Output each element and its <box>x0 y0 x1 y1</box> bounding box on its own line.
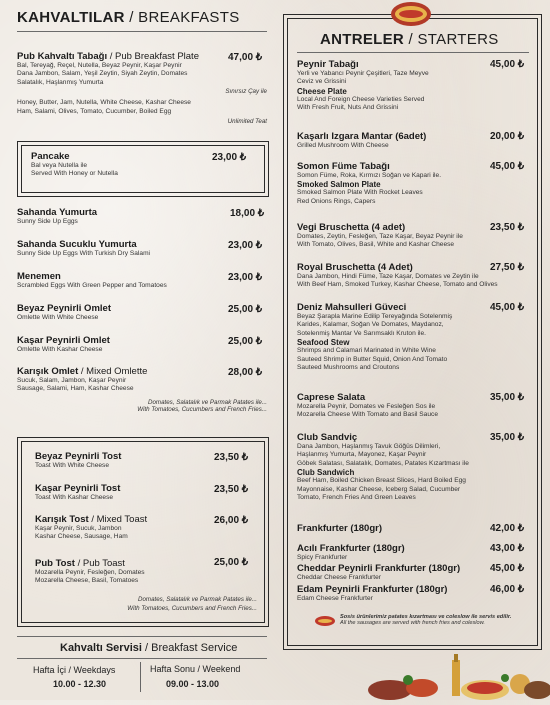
menu-item <box>17 335 110 354</box>
item-price: 47,00 ₺ <box>228 52 263 63</box>
item-price: 25,00 ₺ <box>228 336 263 347</box>
footnote-line: All the sausages are served with french fries and coleslow. <box>340 620 485 626</box>
service-title-en: / Breakfast Service <box>141 642 238 654</box>
item-desc-line: Beyaz Şarapla Marine Edilip Tereyağında Sotelenmiş <box>297 313 453 320</box>
heading-tr: KAHVALTILAR <box>17 9 125 26</box>
item-desc-line: Omlette With Kashar Cheese <box>17 346 103 353</box>
menu-item <box>297 392 438 420</box>
item-price: 45,00 ₺ <box>490 161 525 172</box>
item-price: 25,00 ₺ <box>214 557 249 568</box>
item-name: Karışık Tost / Mixed Toast <box>35 514 148 525</box>
item-name: Somon Füme Tabağı <box>297 161 390 172</box>
item-name: Club Sandviç <box>297 432 358 443</box>
menu-item <box>17 207 97 226</box>
menu-item <box>297 584 447 603</box>
item-subname: Club Sandwich <box>297 468 355 478</box>
item-desc-line: Somon Füme, Roka, Kırmızı Soğan ve Kapari ile. <box>297 172 442 179</box>
item-name: Frankfurter (180gr) <box>297 523 382 534</box>
menu-item <box>297 432 469 502</box>
item-desc-line: With Beef Ham, Smoked Turkey, Kashar Cheese, Tomato and Olives <box>297 281 498 289</box>
item-name: Beyaz Peynirli Tost <box>35 451 122 462</box>
sausage-icon <box>314 614 336 626</box>
item-price: 28,00 ₺ <box>228 367 263 378</box>
menu-item <box>17 239 150 258</box>
service-divider <box>140 662 141 692</box>
item-price: 45,00 ₺ <box>490 302 525 313</box>
menu-item <box>297 161 441 206</box>
item-desc-line: Local And Foreign Cheese Varieties Served <box>297 95 425 103</box>
item-desc-line: Served With Honey or Nutella <box>31 170 118 178</box>
starters-heading <box>320 31 499 48</box>
item-price: 23,00 ₺ <box>212 152 247 163</box>
item-name: Acılı Frankfurter (180gr) <box>297 543 405 554</box>
item-price: 20,00 ₺ <box>490 131 525 142</box>
item-name: Vegi Bruschetta (4 adet) <box>297 222 406 233</box>
item-desc-line: Sauteed Mushrooms and Croutons <box>297 364 400 372</box>
item-desc-line: Sauteed Shrimp in Butter Squid, Onion And Tomato <box>297 355 448 363</box>
item-desc-line: Beef Ham, Boiled Chicken Breast Slices, Hard Boiled Egg <box>297 477 466 485</box>
item-desc-line: Cheddar Cheese Frankfurter <box>297 574 381 581</box>
menu-item <box>297 262 498 290</box>
item-price: 18,00 ₺ <box>230 208 265 219</box>
item-desc-line: Toast With White Cheese <box>35 462 110 469</box>
item-desc-line: Honey, Butter, Jam, Nutella, White Cheese, Kashar Cheese <box>17 99 191 107</box>
weekday-time: 10.00 - 12.30 <box>53 679 107 689</box>
service-rule-top <box>17 636 267 637</box>
item-desc-line: Bal veya Nutella ile <box>31 162 88 169</box>
item-note: Unlimited Teat <box>227 118 267 126</box>
item-price: 23,00 ₺ <box>228 272 263 283</box>
item-desc-line: Sunny Side Up Eggs With Turkish Dry Salami <box>17 250 151 257</box>
item-desc-line: Bal, Tereyağ, Reçel, Nutella, Beyaz Peynir, Kaşar Peynir <box>17 62 182 69</box>
menu-item <box>297 523 382 534</box>
item-price: 35,00 ₺ <box>490 392 525 403</box>
menu-item <box>35 483 120 502</box>
food-decoration-icon <box>360 650 550 700</box>
item-desc-line: Ham, Salami, Olives, Tomato, Cucumber, Boiled Egg <box>17 107 172 115</box>
item-price: 23,50 ₺ <box>490 222 525 233</box>
item-price: 45,00 ₺ <box>490 563 525 574</box>
item-name: Sahanda Sucuklu Yumurta <box>17 239 137 250</box>
item-desc-line: Mozarella Peynir, Fesleğen, Domates <box>35 569 145 576</box>
item-desc-line: Haşlanmış Yumurta, Mayonez, Kaşar Peynir <box>297 451 427 459</box>
item-price: 35,00 ₺ <box>490 432 525 443</box>
item-name: Beyaz Peynirli Omlet <box>17 303 111 314</box>
menu-item <box>17 271 167 290</box>
item-desc-line: Sausage, Salami, Ham, Kashar Cheese <box>17 385 134 393</box>
item-subname: Smoked Salmon Plate <box>297 180 381 190</box>
item-name: Deniz Mahsulleri Güveci <box>297 302 407 313</box>
item-name: Caprese Salata <box>297 392 366 403</box>
item-price: 26,00 ₺ <box>214 515 249 526</box>
item-desc-line: With Tomato, Olives, Basil, White and Kashar Cheese <box>297 241 455 249</box>
item-desc-line: Mozarella Cheese With Tomato and Basil Sauce <box>297 411 438 419</box>
item-desc-line: Sotelenmiş Mantar Ve Sarımsaklı Kruton ile. <box>297 329 426 337</box>
menu-item <box>297 222 463 250</box>
item-subname: Seafood Stew <box>297 338 350 348</box>
item-name: Cheddar Peynirli Frankfurter (180gr) <box>297 563 461 574</box>
item-desc-line: Spicy Frankfurter <box>297 554 348 561</box>
item-desc-line: With Fresh Fruit, Nuts And Grissini <box>297 104 399 112</box>
item-price: 23,50 ₺ <box>214 452 249 463</box>
item-desc-line: Domates, Zeytin, Fesleğen, Taze Kaşar, Beyaz Peynir ile <box>297 233 463 240</box>
item-note: Domates, Salatalık ve Parmak Patates ile... <box>148 398 267 406</box>
menu-item <box>297 302 452 372</box>
item-name: Peynir Tabağı <box>297 59 359 70</box>
menu-item <box>35 451 121 470</box>
heading-sep: / <box>404 31 418 48</box>
item-desc-line: Sucuk, Salam, Jambon, Kaşar Peynir <box>17 377 127 384</box>
footnote-line: Sosis ürünlerimiz patates kızartması ve coleslow ile servis edilir. <box>340 614 512 620</box>
item-desc-line: Yerli ve Yabancı Peynir Çeşitleri, Taze Meyve <box>297 70 429 77</box>
item-desc-line: Sunny Side Up Eggs <box>17 218 78 225</box>
item-price: 46,00 ₺ <box>490 584 525 595</box>
item-note: Sınırsız Çay ile <box>225 88 267 96</box>
heading-rule <box>17 31 267 32</box>
menu-item <box>17 303 111 322</box>
menu-item <box>35 558 145 586</box>
item-name: Menemen <box>17 271 61 282</box>
item-desc-line: Scrambled Eggs With Green Pepper and Tomatoes <box>17 282 167 289</box>
item-price: 42,00 ₺ <box>490 523 525 534</box>
item-desc-line: Smoked Salmon Plate With Rocket Leaves <box>297 189 423 197</box>
item-name: Edam Peynirli Frankfurter (180gr) <box>297 584 448 595</box>
item-desc-line: Toast With Kashar Cheese <box>35 494 114 501</box>
heading-en: STARTERS <box>417 31 499 48</box>
item-name: Karışık Omlet / Mixed Omlette <box>17 366 148 377</box>
item-price: 23,00 ₺ <box>228 240 263 251</box>
item-desc-line: Mozarella Cheese, Basil, Tomatoes <box>35 577 139 585</box>
item-desc-line: Salatalık, Haşlanmış Yumurta <box>17 78 104 86</box>
item-desc-line: Omlette With White Cheese <box>17 314 99 321</box>
item-desc-line: Edam Cheese Frankfurter <box>297 595 373 602</box>
item-desc-line: Ceviz ve Grissini <box>297 78 347 86</box>
item-name: Sahanda Yumurta <box>17 207 98 218</box>
weekday-label: Hafta İçi / Weekdays <box>33 665 116 675</box>
item-name: Pub Tost / Pub Toast <box>35 558 125 569</box>
menu-item <box>297 59 429 113</box>
service-title-tr: Kahvaltı Servisi <box>60 642 142 654</box>
item-desc-line: Dana Jambon, Hindi Füme, Taze Kaşar, Domates ve Zeytin ile <box>297 273 479 280</box>
item-desc-line: Shrimps and Calamari Marinated in White Wine <box>297 347 436 355</box>
item-desc-line: Dana Jambon, Salam, Yeşil Zeytin, Siyah Zeytin, Domates <box>17 70 188 78</box>
weekend-label: Hafta Sonu / Weekend <box>150 664 241 674</box>
item-price: 23,50 ₺ <box>214 484 249 495</box>
item-note: With Tomatoes, Cucumbers and French Fries... <box>137 405 267 413</box>
item-desc-line: Dana Jambon, Haşlanmış Tavuk Göğüs Dilimleri, <box>297 443 441 450</box>
menu-item <box>297 563 460 582</box>
item-desc-line: Mayonnaise, Kashar Cheese, Iceberg Salad, Cucumber <box>297 485 461 493</box>
item-desc-line: Grilled Mushroom With Cheese <box>297 142 389 149</box>
menu-item <box>297 131 426 150</box>
heading-tr: ANTRELER <box>320 31 405 48</box>
item-price: 25,00 ₺ <box>228 304 263 315</box>
item-desc-line: Red Onions Rings, Capers <box>297 197 376 205</box>
heading-sep: / <box>124 9 139 26</box>
item-desc-line: Kashar Cheese, Sausage, Ham <box>35 533 128 541</box>
weekend-time: 09.00 - 13.00 <box>166 679 220 689</box>
menu-item <box>35 514 147 542</box>
breakfast-heading <box>17 9 240 26</box>
item-name: Royal Bruschetta (4 Adet) <box>297 262 413 273</box>
item-desc-line: Kaşar Peynir, Sucuk, Jambon <box>35 525 122 532</box>
service-rule-bottom <box>17 658 267 659</box>
item-desc-line: Mozarella Peynir, Domates ve Fesleğen Sos ile <box>297 403 436 410</box>
item-name: Kaşar Peynirli Tost <box>35 483 121 494</box>
item-price: 43,00 ₺ <box>490 543 525 554</box>
item-desc-line: Göbek Salatası, Salatalık, Domates, Patates Kızartması ile <box>297 459 469 467</box>
item-name: Pancake <box>31 151 70 162</box>
menu-item <box>297 543 405 562</box>
item-desc-line: Tomato, French Fries And Green Leaves <box>297 494 416 502</box>
sausage-logo-icon <box>390 1 432 27</box>
service-title <box>60 642 237 654</box>
heading-rule <box>297 52 529 53</box>
item-name: Kaşarlı Izgara Mantar (6adet) <box>297 131 427 142</box>
item-subname: Cheese Plate <box>297 86 347 96</box>
toast-note: With Tomatoes, Cucumbers and French Fries... <box>127 605 257 612</box>
item-name: Kaşar Peynirli Omlet <box>17 335 110 346</box>
item-desc-line: Karides, Kalamar, Soğan Ve Domates, Maydanoz, <box>297 321 444 329</box>
item-name: Pub Kahvaltı Tabağı / Pub Breakfast Plate <box>17 51 199 62</box>
footnote <box>340 614 511 626</box>
item-price: 45,00 ₺ <box>490 59 525 70</box>
heading-en: BREAKFASTS <box>138 9 240 26</box>
toast-note: Domates, Salatalık ve Parmak Patates ile... <box>138 596 257 603</box>
item-price: 27,50 ₺ <box>490 262 525 273</box>
